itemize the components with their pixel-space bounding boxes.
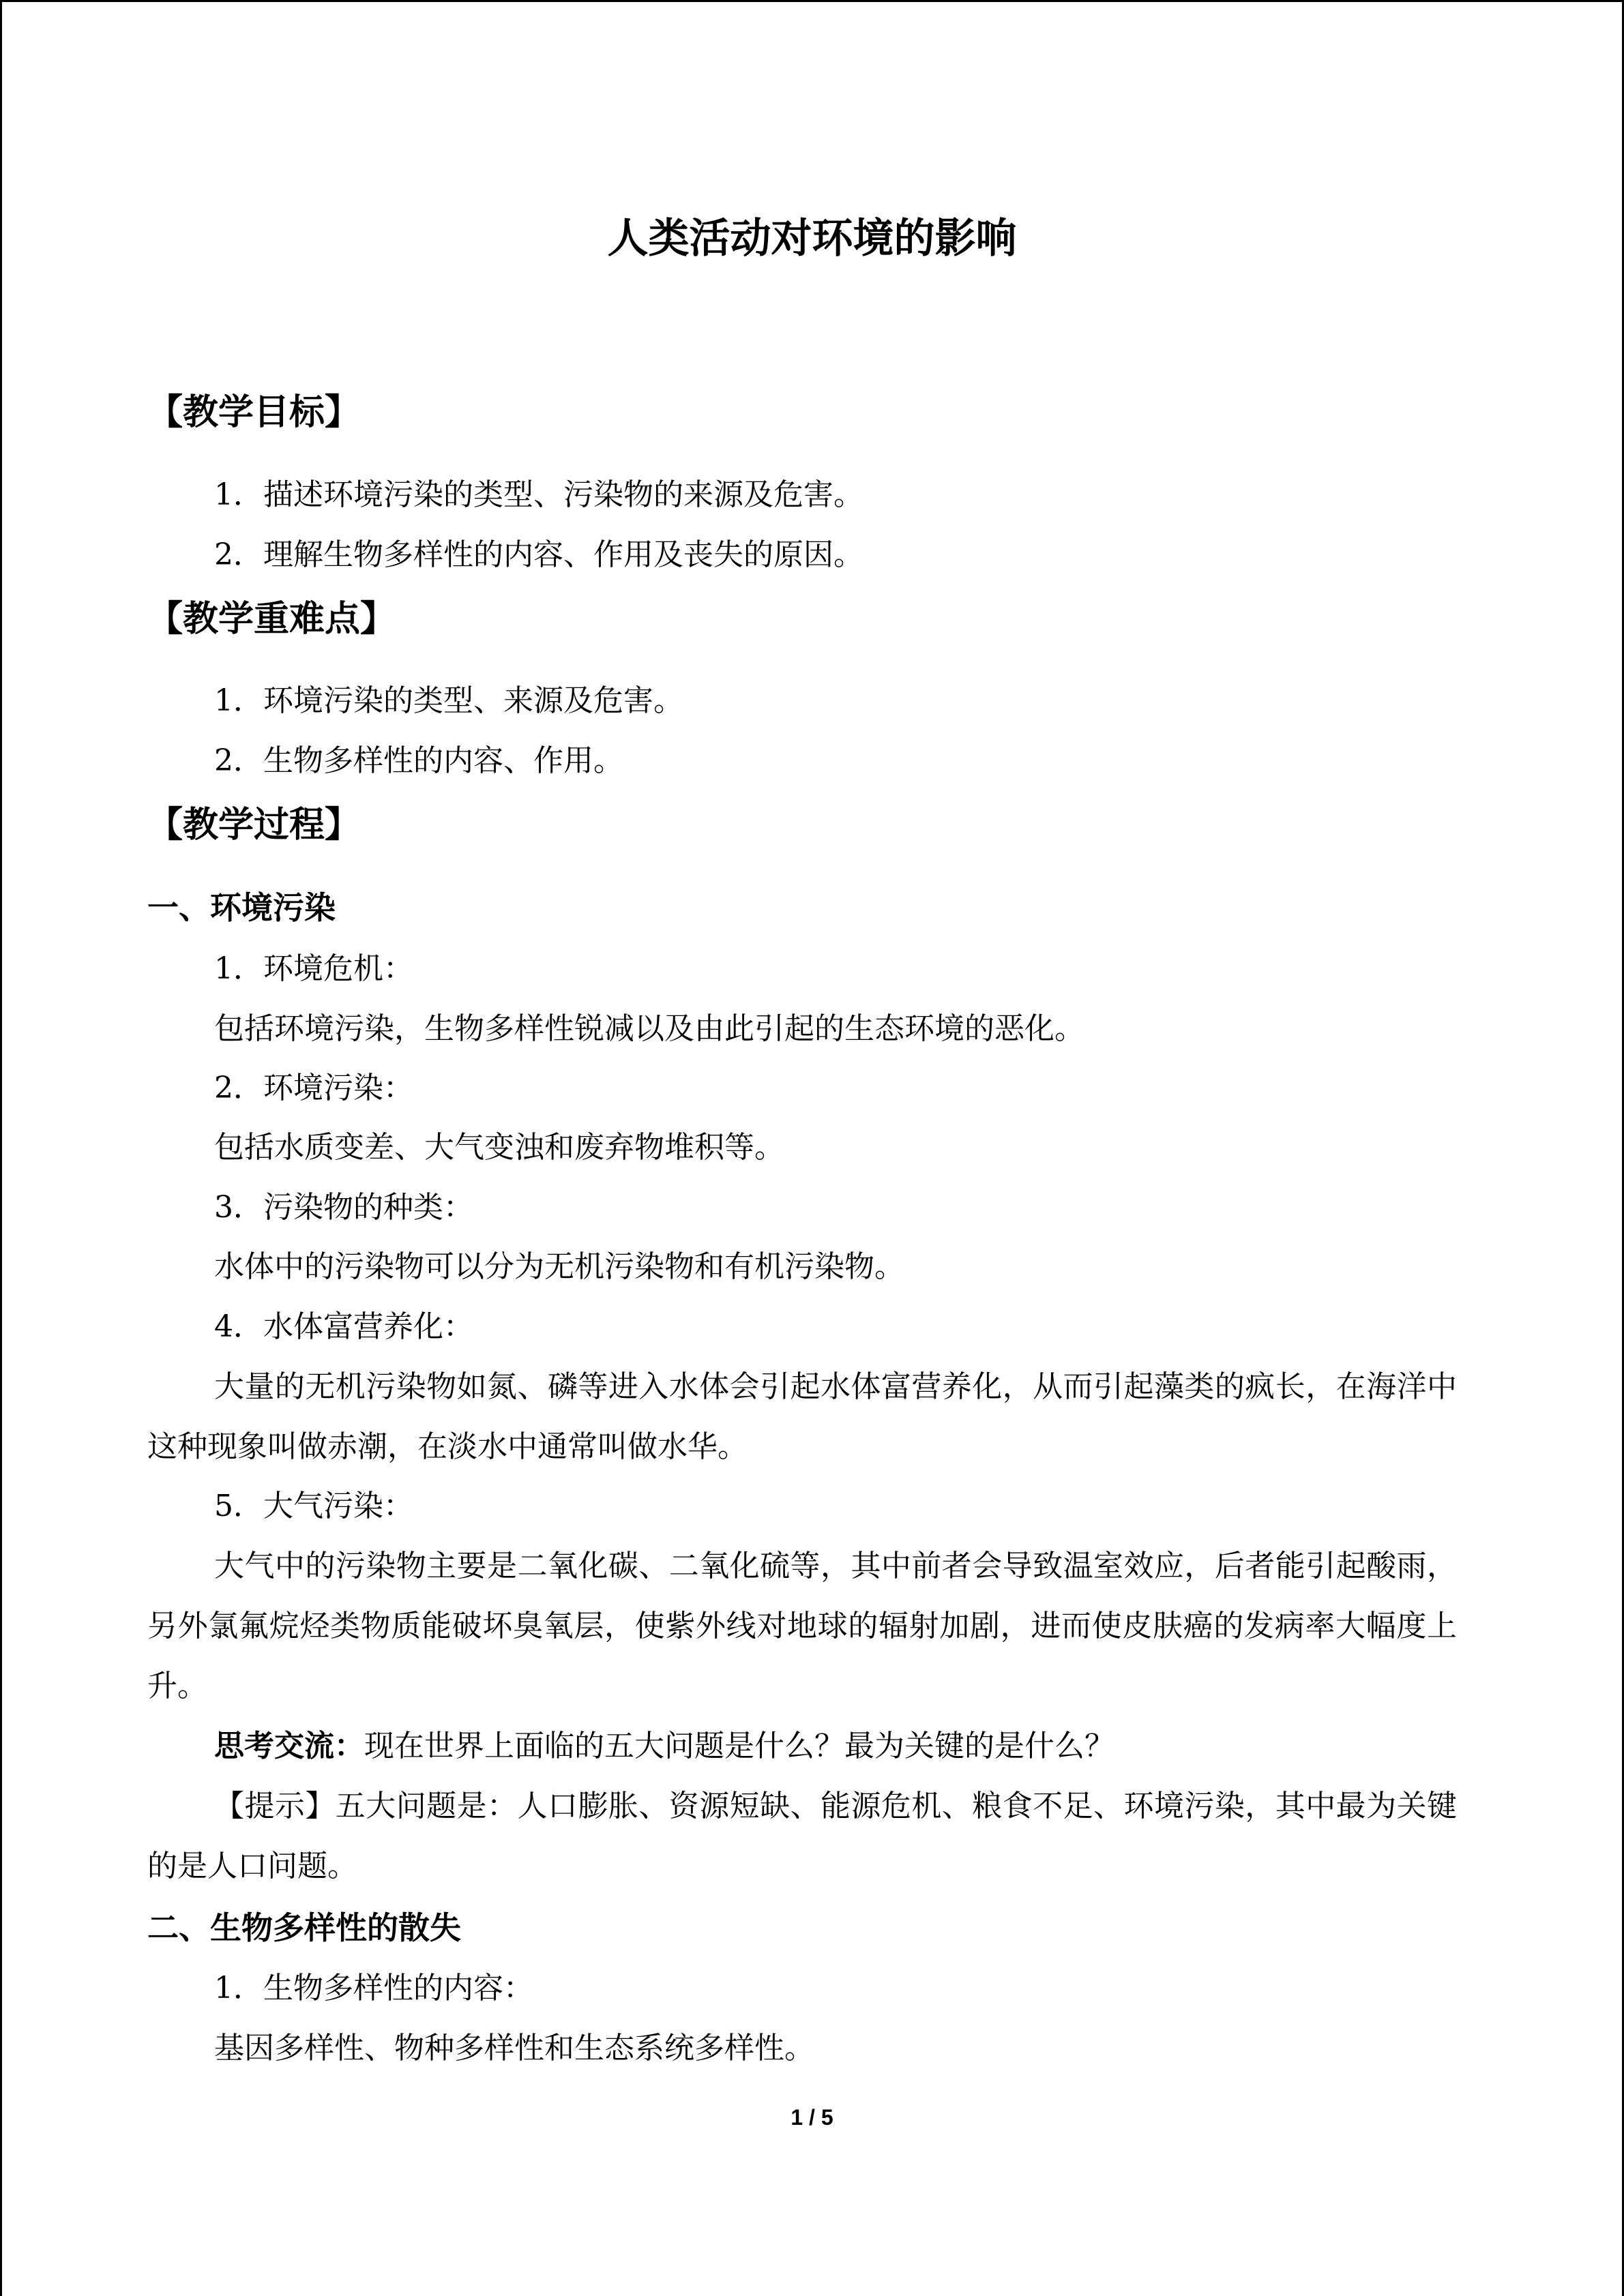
part1-item5-label: 5．大气污染： (214, 1489, 413, 1523)
page-number: 1 / 5 (791, 2105, 833, 2130)
part1-item1-label: 1．环境危机： (214, 951, 413, 986)
part1-item1-text: 包括环境污染，生物多样性锐减以及由此引起的生态环境的恶化。 (214, 1011, 1084, 1046)
goals-heading: 【教学目标】 (147, 392, 361, 433)
page-border-left (0, 0, 2, 2296)
think-text: 现在世界上面临的五大问题是什么？最为关键的是什么？ (364, 1729, 1114, 1763)
part1-item4-paragraph: 大量的无机污染物如氮、磷等进入水体会引起水体富营养化，从而引起藻类的疯长，在海洋中这种现象叫做赤潮，在淡水中通常叫做水华。 (147, 1369, 1457, 1464)
part1-item3-label: 3．污染物的种类： (214, 1190, 473, 1225)
page-border-top (0, 0, 1624, 2)
think-exchange (214, 1725, 1114, 1768)
process-heading: 【教学过程】 (147, 805, 361, 846)
goal-item-1: 1．描述环境污染的类型、污染物的来源及危害。 (214, 477, 863, 512)
hint-paragraph: 【提示】五大问题是：人口膨胀、资源短缺、能源危机、粮食不足、环境污染，其中最为关键的是人口问题。 (147, 1789, 1457, 1883)
part1-title: 一、环境污染 (147, 889, 336, 926)
key-points-heading: 【教学重难点】 (147, 599, 396, 640)
key-point-item-1: 1．环境污染的类型、来源及危害。 (214, 683, 683, 718)
part1-item4-label: 4．水体富营养化： (214, 1309, 473, 1344)
part1-item5-paragraph: 大气中的污染物主要是二氧化碳、二氧化硫等，其中前者会导致温室效应，后者能引起酸雨，另外氯氟烷烃类物质能破坏臭氧层，使紫外线对地球的辐射加剧，进而使皮肤癌的发病率大幅度上升。 (147, 1549, 1457, 1703)
document-title: 人类活动对环境的影响 (607, 215, 1017, 263)
key-point-item-2: 2．生物多样性的内容、作用。 (214, 743, 623, 778)
part2-item1-label: 1．生物多样性的内容： (214, 1971, 533, 2006)
part1-item3-text: 水体中的污染物可以分为无机污染物和有机污染物。 (214, 1249, 904, 1284)
goal-item-2: 2．理解生物多样性的内容、作用及丧失的原因。 (214, 537, 863, 572)
think-label: 思考交流： (214, 1729, 364, 1763)
part2-item1-text: 基因多样性、物种多样性和生态系统多样性。 (214, 2031, 814, 2066)
part2-title: 二、生物多样性的散失 (147, 1909, 461, 1946)
part1-item2-text: 包括水质变差、大气变浊和废弃物堆积等。 (214, 1130, 784, 1165)
part1-item2-label: 2．环境污染： (214, 1071, 413, 1105)
